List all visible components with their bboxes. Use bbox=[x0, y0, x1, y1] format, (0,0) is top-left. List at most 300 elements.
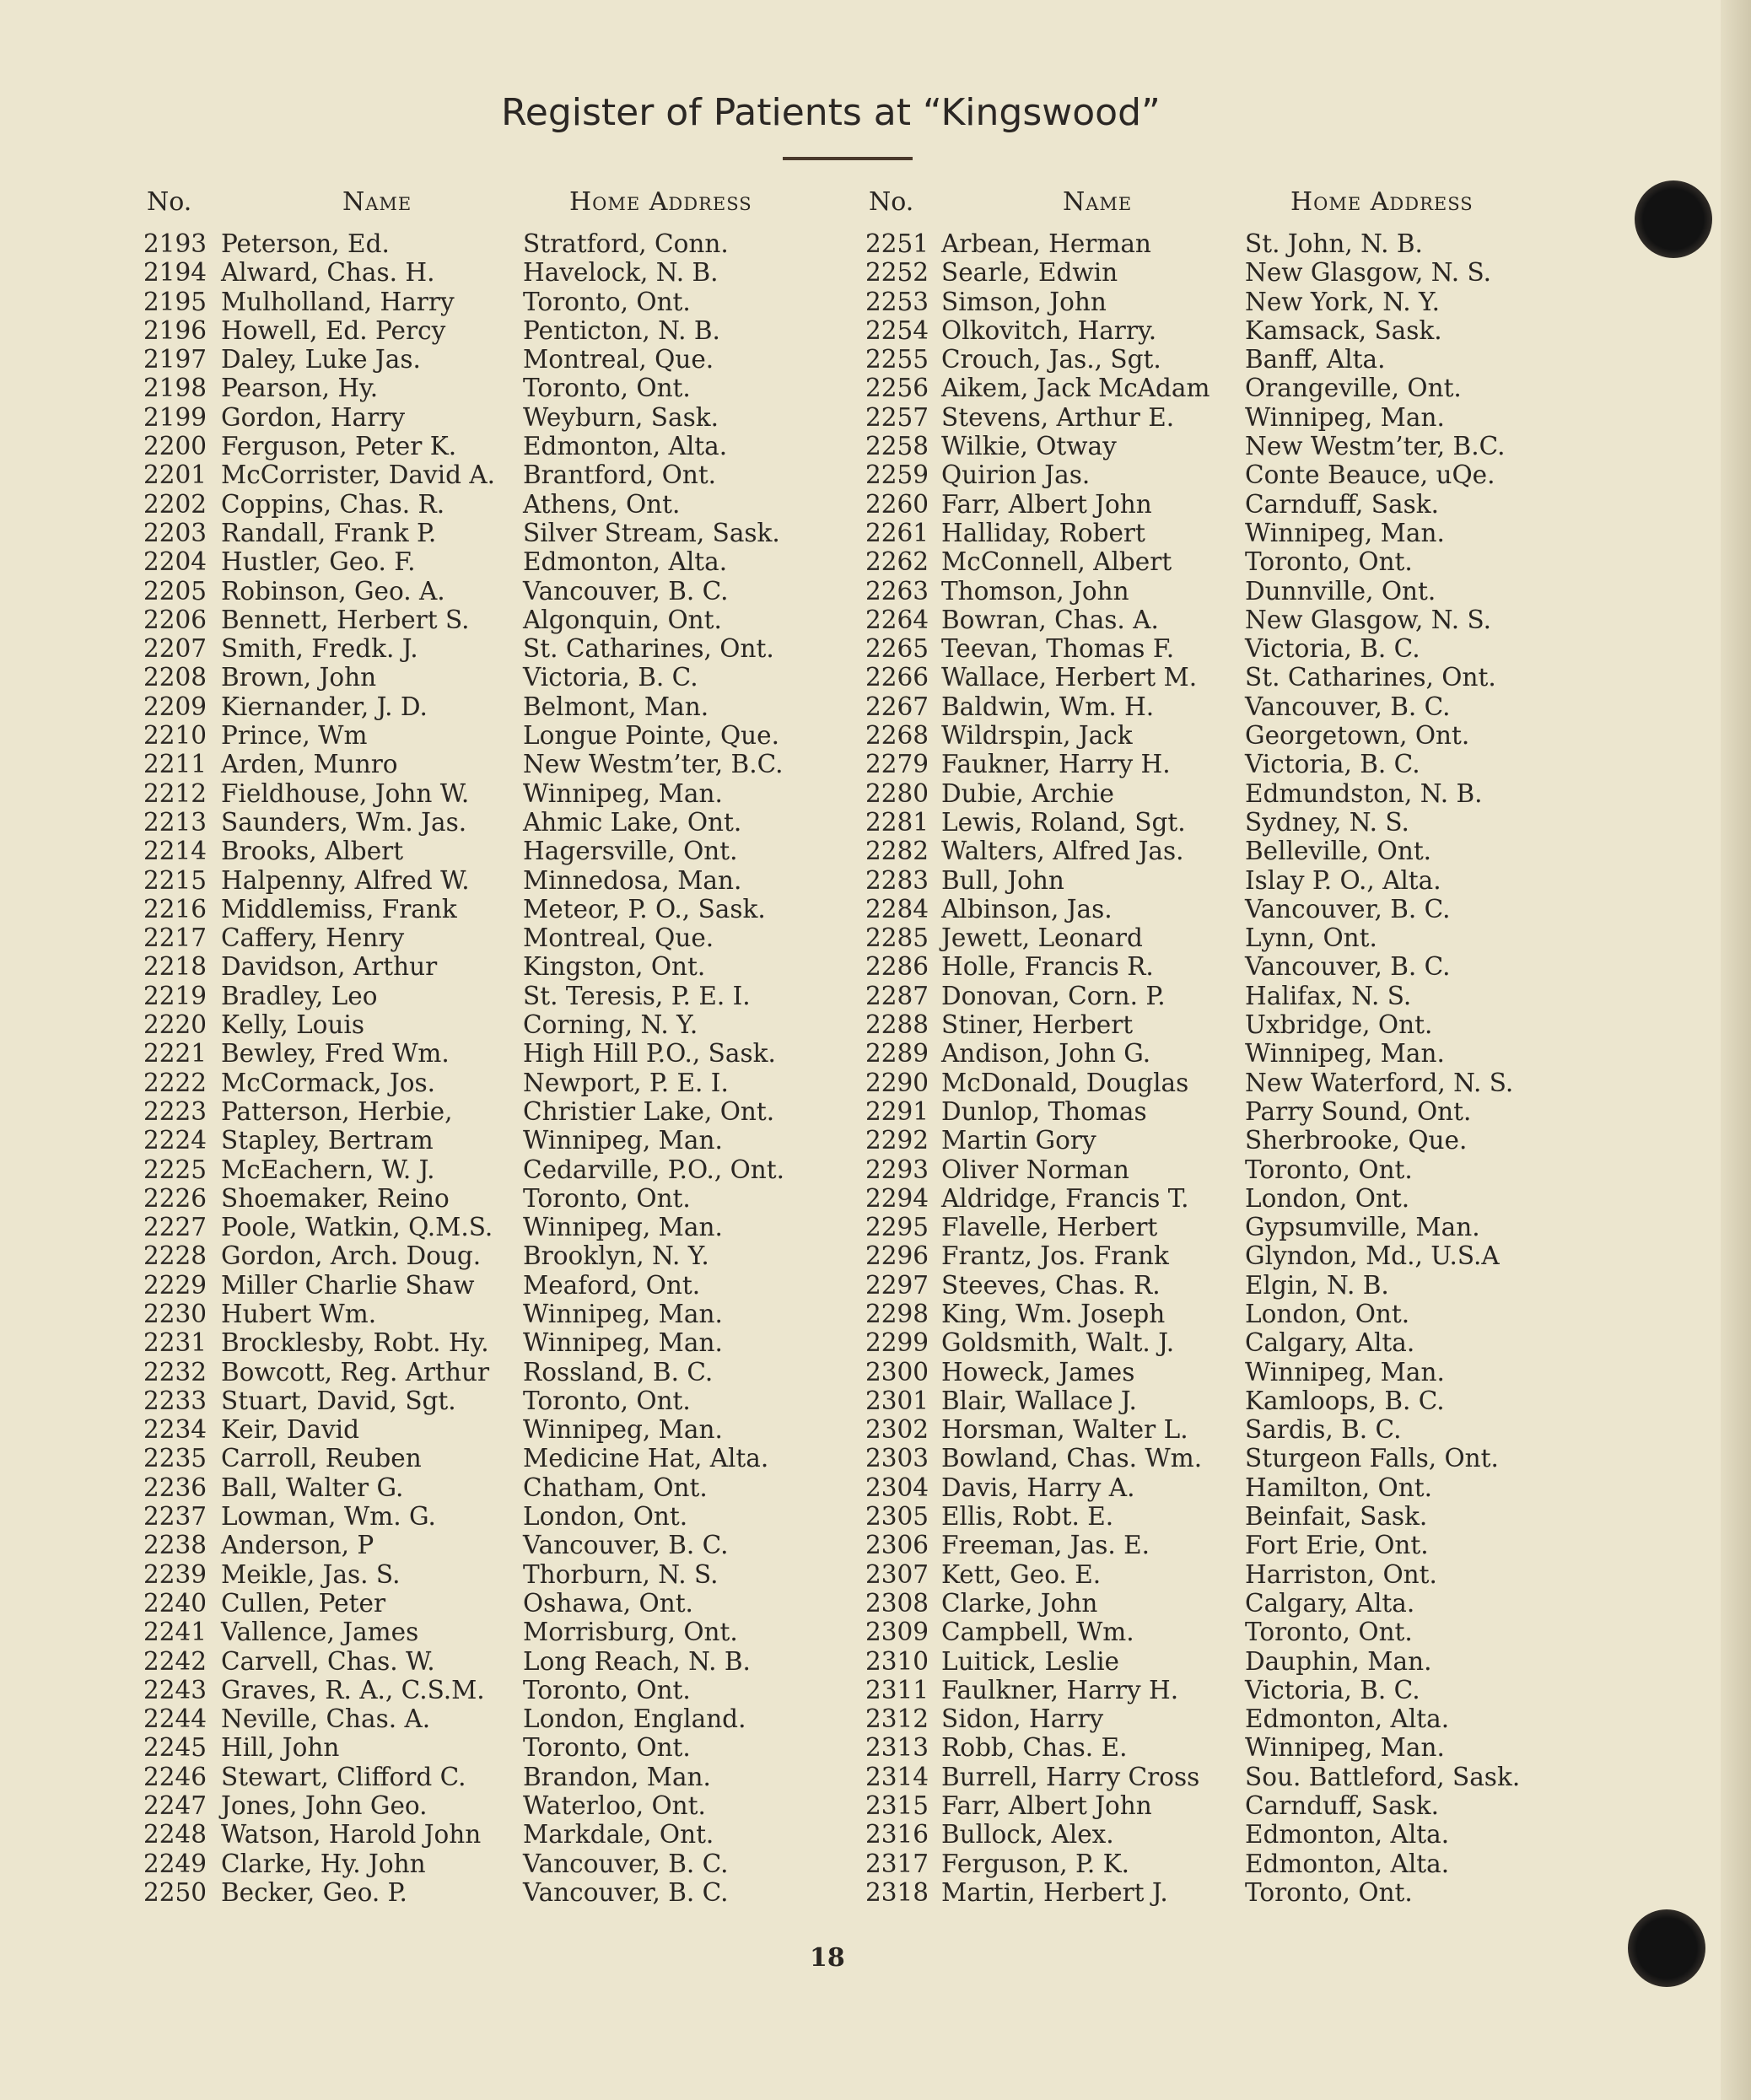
patient-number: 2260 bbox=[865, 489, 929, 519]
patient-address: Sydney, N. S. bbox=[1245, 807, 1409, 837]
patient-name: Ferguson, P. K. bbox=[941, 1849, 1129, 1878]
patient-name: Hill, John bbox=[221, 1733, 340, 1763]
patient-number: 2313 bbox=[865, 1733, 929, 1763]
patient-name: Bewley, Fred Wm. bbox=[221, 1039, 450, 1069]
patient-number: 2212 bbox=[143, 778, 207, 808]
patient-address: London, Ont. bbox=[523, 1502, 688, 1532]
patient-number: 2228 bbox=[143, 1241, 207, 1271]
patient-name: Bowran, Chas. A. bbox=[941, 605, 1159, 634]
patient-number: 2247 bbox=[143, 1791, 207, 1821]
patient-name: Jones, John Geo. bbox=[221, 1791, 428, 1821]
patient-name: Howell, Ed. Percy bbox=[221, 315, 446, 345]
patient-name: Arbean, Herman bbox=[941, 229, 1151, 258]
patient-number: 2298 bbox=[865, 1299, 929, 1328]
patient-number: 2317 bbox=[865, 1849, 929, 1878]
patient-address: Winnipeg, Man. bbox=[523, 778, 723, 808]
patient-address: Vancouver, B. C. bbox=[523, 1531, 729, 1560]
patient-name: Aikem, Jack McAdam bbox=[941, 374, 1210, 403]
patient-address: Long Reach, N. B. bbox=[523, 1646, 751, 1676]
patient-number: 2225 bbox=[143, 1155, 207, 1184]
patient-address: Chatham, Ont. bbox=[523, 1473, 708, 1502]
patient-address: Halifax, N. S. bbox=[1245, 981, 1412, 1010]
patient-number: 2236 bbox=[143, 1473, 207, 1502]
patient-address: New York, N. Y. bbox=[1245, 287, 1441, 316]
patient-address: Meaford, Ont. bbox=[523, 1270, 701, 1300]
patient-number: 2289 bbox=[865, 1039, 929, 1069]
patient-number: 2257 bbox=[865, 402, 929, 432]
patient-address: Harriston, Ont. bbox=[1245, 1559, 1437, 1589]
patient-number: 2264 bbox=[865, 605, 929, 634]
patient-number: 2224 bbox=[143, 1126, 207, 1155]
patient-address: Beinfait, Sask. bbox=[1245, 1502, 1428, 1532]
patient-number: 2244 bbox=[143, 1704, 207, 1734]
patient-number: 2299 bbox=[865, 1328, 929, 1358]
patient-number: 2216 bbox=[143, 894, 207, 923]
patient-name: Baldwin, Wm. H. bbox=[941, 692, 1155, 721]
patient-address: Corning, N. Y. bbox=[523, 1010, 698, 1040]
page-edge-shadow bbox=[1721, 0, 1751, 2100]
patient-name: Neville, Chas. A. bbox=[221, 1704, 431, 1734]
patient-address: Montreal, Que. bbox=[523, 345, 714, 374]
patient-number: 2282 bbox=[865, 837, 929, 866]
patient-name: Robb, Chas. E. bbox=[941, 1733, 1128, 1763]
patient-number: 2230 bbox=[143, 1299, 207, 1328]
patient-address: St. Teresis, P. E. I. bbox=[523, 981, 751, 1010]
patient-name: Walters, Alfred Jas. bbox=[941, 837, 1184, 866]
patient-number: 2286 bbox=[865, 952, 929, 982]
patient-address: Winnipeg, Man. bbox=[1245, 1357, 1445, 1387]
patient-name: Stewart, Clifford C. bbox=[221, 1762, 466, 1791]
patient-name: Searle, Edwin bbox=[941, 258, 1118, 288]
patient-address: New Glasgow, N. S. bbox=[1245, 258, 1491, 288]
patient-name: Pearson, Hy. bbox=[221, 374, 379, 403]
patient-name: Hubert Wm. bbox=[221, 1299, 377, 1328]
patient-name: Dubie, Archie bbox=[941, 778, 1115, 808]
patient-name: Caffery, Henry bbox=[221, 923, 405, 953]
patient-address: Sardis, B. C. bbox=[1245, 1415, 1402, 1445]
patient-address: St. Catharines, Ont. bbox=[523, 634, 774, 664]
patient-address: Winnipeg, Man. bbox=[1245, 1733, 1445, 1763]
patient-address: Parry Sound, Ont. bbox=[1245, 1096, 1472, 1126]
patient-address: Havelock, N. B. bbox=[523, 258, 719, 288]
patient-name: Middlemiss, Frank bbox=[221, 894, 457, 923]
patient-number: 2306 bbox=[865, 1531, 929, 1560]
patient-name: Bradley, Leo bbox=[221, 981, 378, 1010]
patient-number: 2210 bbox=[143, 721, 207, 751]
patient-name: Lowman, Wm. G. bbox=[221, 1502, 436, 1532]
header-no: No. bbox=[869, 187, 914, 217]
patient-address: Newport, P. E. I. bbox=[523, 1068, 729, 1097]
patient-name: Halpenny, Alfred W. bbox=[221, 865, 470, 895]
patient-address: Toronto, Ont. bbox=[1245, 1877, 1413, 1907]
patient-address: Vancouver, B. C. bbox=[1245, 692, 1451, 721]
patient-number: 2239 bbox=[143, 1559, 207, 1589]
patient-name: Kett, Geo. E. bbox=[941, 1559, 1102, 1589]
patient-name: Albinson, Jas. bbox=[941, 894, 1113, 923]
patient-number: 2311 bbox=[865, 1675, 929, 1704]
patient-name: Holle, Francis R. bbox=[941, 952, 1154, 982]
patient-name: Gordon, Harry bbox=[221, 402, 406, 432]
patient-address: Winnipeg, Man. bbox=[523, 1213, 723, 1242]
patient-number: 2193 bbox=[143, 229, 207, 258]
patient-number: 2281 bbox=[865, 807, 929, 837]
patient-address: Silver Stream, Sask. bbox=[523, 518, 780, 547]
patient-name: Oliver Norman bbox=[941, 1155, 1129, 1184]
patient-address: Winnipeg, Man. bbox=[1245, 518, 1445, 547]
header-address: Home Address bbox=[569, 187, 752, 217]
patient-number: 2214 bbox=[143, 837, 207, 866]
patient-address: Minnedosa, Man. bbox=[523, 865, 742, 895]
patient-number: 2209 bbox=[143, 692, 207, 721]
patient-name: Stuart, David, Sgt. bbox=[221, 1386, 456, 1415]
patient-address: Markdale, Ont. bbox=[523, 1820, 714, 1850]
patient-name: McCormack, Jos. bbox=[221, 1068, 435, 1097]
patient-name: Wildrspin, Jack bbox=[941, 721, 1133, 751]
patient-number: 2288 bbox=[865, 1010, 929, 1040]
patient-name: Randall, Frank P. bbox=[221, 518, 437, 547]
patient-number: 2318 bbox=[865, 1877, 929, 1907]
patient-address: New Westm’ter, B.C. bbox=[523, 750, 784, 779]
patient-name: Bullock, Alex. bbox=[941, 1820, 1114, 1850]
patient-address: Toronto, Ont. bbox=[523, 287, 691, 316]
patient-number: 2250 bbox=[143, 1877, 207, 1907]
patient-name: Wallace, Herbert M. bbox=[941, 663, 1198, 692]
patient-name: Gordon, Arch. Doug. bbox=[221, 1241, 482, 1271]
patient-address: Edmonton, Alta. bbox=[1245, 1704, 1450, 1734]
patient-number: 2200 bbox=[143, 432, 207, 461]
patient-name: Patterson, Herbie, bbox=[221, 1096, 453, 1126]
patient-number: 2261 bbox=[865, 518, 929, 547]
patient-address: Algonquin, Ont. bbox=[523, 605, 722, 634]
patient-address: Edmonton, Alta. bbox=[523, 547, 728, 577]
patient-address: Dunnville, Ont. bbox=[1245, 576, 1436, 606]
patient-address: Penticton, N. B. bbox=[523, 315, 720, 345]
patient-address: Toronto, Ont. bbox=[523, 1733, 691, 1763]
patient-address: Fort Erie, Ont. bbox=[1245, 1531, 1429, 1560]
patient-number: 2240 bbox=[143, 1588, 207, 1618]
patient-number: 2195 bbox=[143, 287, 207, 316]
patient-address: Winnipeg, Man. bbox=[1245, 402, 1445, 432]
patient-name: Clarke, Hy. John bbox=[221, 1849, 426, 1878]
patient-name: Farr, Albert John bbox=[941, 489, 1152, 519]
patient-name: Carvell, Chas. W. bbox=[221, 1646, 435, 1676]
patient-address: Longue Pointe, Que. bbox=[523, 721, 780, 751]
patient-address: Conte Beauce, uQe. bbox=[1245, 460, 1495, 490]
patient-address: Christier Lake, Ont. bbox=[523, 1096, 775, 1126]
patient-number: 2295 bbox=[865, 1213, 929, 1242]
patient-number: 2285 bbox=[865, 923, 929, 953]
patient-number: 2219 bbox=[143, 981, 207, 1010]
patient-name: Sidon, Harry bbox=[941, 1704, 1104, 1734]
patient-number: 2223 bbox=[143, 1096, 207, 1126]
punch-hole-bottom bbox=[1628, 1909, 1705, 1987]
patient-number: 2300 bbox=[865, 1357, 929, 1387]
patient-address: New Waterford, N. S. bbox=[1245, 1068, 1514, 1097]
patient-number: 2292 bbox=[865, 1126, 929, 1155]
patient-name: Carroll, Reuben bbox=[221, 1444, 422, 1473]
patient-address: Calgary, Alta. bbox=[1245, 1328, 1415, 1358]
patient-number: 2254 bbox=[865, 315, 929, 345]
patient-address: Rossland, B. C. bbox=[523, 1357, 714, 1387]
patient-address: Vancouver, B. C. bbox=[523, 576, 729, 606]
patient-address: Carnduff, Sask. bbox=[1245, 489, 1439, 519]
patient-number: 2279 bbox=[865, 750, 929, 779]
patient-name: Anderson, P bbox=[221, 1531, 374, 1560]
patient-number: 2293 bbox=[865, 1155, 929, 1184]
patient-number: 2243 bbox=[143, 1675, 207, 1704]
patient-address: Hagersville, Ont. bbox=[523, 837, 738, 866]
patient-number: 2218 bbox=[143, 952, 207, 982]
patient-name: Howeck, James bbox=[941, 1357, 1135, 1387]
patient-name: Teevan, Thomas F. bbox=[941, 634, 1175, 664]
patient-name: Kelly, Louis bbox=[221, 1010, 364, 1040]
header-name: Name bbox=[1063, 187, 1133, 217]
patient-name: Meikle, Jas. S. bbox=[221, 1559, 401, 1589]
patient-number: 2284 bbox=[865, 894, 929, 923]
patient-name: Faukner, Harry H. bbox=[941, 750, 1171, 779]
patient-number: 2234 bbox=[143, 1415, 207, 1445]
patient-name: Prince, Wm bbox=[221, 721, 368, 751]
patient-address: Brantford, Ont. bbox=[523, 460, 717, 490]
patient-name: Ball, Walter G. bbox=[221, 1473, 404, 1502]
patient-address: Vancouver, B. C. bbox=[1245, 952, 1451, 982]
patient-address: Winnipeg, Man. bbox=[523, 1415, 723, 1445]
patient-number: 2206 bbox=[143, 605, 207, 634]
patient-number: 2196 bbox=[143, 315, 207, 345]
patient-number: 2242 bbox=[143, 1646, 207, 1676]
patient-name: Davis, Harry A. bbox=[941, 1473, 1135, 1502]
patient-number: 2235 bbox=[143, 1444, 207, 1473]
patient-number: 2280 bbox=[865, 778, 929, 808]
patient-name: Quirion Jas. bbox=[941, 460, 1091, 490]
patient-name: Brocklesby, Robt. Hy. bbox=[221, 1328, 489, 1358]
patient-name: Daley, Luke Jas. bbox=[221, 345, 421, 374]
patient-number: 2308 bbox=[865, 1588, 929, 1618]
patient-address: Stratford, Conn. bbox=[523, 229, 729, 258]
patient-name: Davidson, Arthur bbox=[221, 952, 438, 982]
patient-address: Hamilton, Ont. bbox=[1245, 1473, 1432, 1502]
patient-address: Sou. Battleford, Sask. bbox=[1245, 1762, 1521, 1791]
patient-number: 2220 bbox=[143, 1010, 207, 1040]
patient-number: 2222 bbox=[143, 1068, 207, 1097]
patient-number: 2301 bbox=[865, 1386, 929, 1415]
patient-name: Jewett, Leonard bbox=[941, 923, 1143, 953]
patient-address: Belmont, Man. bbox=[523, 692, 709, 721]
patient-name: Simson, John bbox=[941, 287, 1107, 316]
patient-number: 2208 bbox=[143, 663, 207, 692]
patient-number: 2305 bbox=[865, 1502, 929, 1532]
patient-name: Faulkner, Harry H. bbox=[941, 1675, 1179, 1704]
patient-number: 2291 bbox=[865, 1096, 929, 1126]
patient-number: 2198 bbox=[143, 374, 207, 403]
patient-name: Bull, John bbox=[941, 865, 1064, 895]
patient-address: Victoria, B. C. bbox=[1245, 634, 1420, 664]
patient-number: 2199 bbox=[143, 402, 207, 432]
patient-address: Sturgeon Falls, Ont. bbox=[1245, 1444, 1499, 1473]
patient-address: Banff, Alta. bbox=[1245, 345, 1386, 374]
patient-number: 2227 bbox=[143, 1213, 207, 1242]
patient-number: 2258 bbox=[865, 432, 929, 461]
patient-name: Graves, R. A., C.S.M. bbox=[221, 1675, 485, 1704]
page-title: Register of Patients at “Kingswood” bbox=[501, 91, 1161, 134]
patient-address: Lynn, Ont. bbox=[1245, 923, 1377, 953]
patient-address: Sherbrooke, Que. bbox=[1245, 1126, 1468, 1155]
patient-name: Bowland, Chas. Wm. bbox=[941, 1444, 1203, 1473]
patient-address: Oshawa, Ont. bbox=[523, 1588, 693, 1618]
header-no: No. bbox=[147, 187, 192, 217]
patient-name: Wilkie, Otway bbox=[941, 432, 1117, 461]
patient-address: Toronto, Ont. bbox=[1245, 1618, 1413, 1647]
patient-address: Morrisburg, Ont. bbox=[523, 1618, 738, 1647]
patient-name: Brooks, Albert bbox=[221, 837, 404, 866]
patient-address: Kamloops, B. C. bbox=[1245, 1386, 1445, 1415]
patient-name: Lewis, Roland, Sgt. bbox=[941, 807, 1186, 837]
patient-number: 2296 bbox=[865, 1241, 929, 1271]
patient-number: 2302 bbox=[865, 1415, 929, 1445]
punch-hole-top bbox=[1635, 180, 1712, 258]
patient-number: 2263 bbox=[865, 576, 929, 606]
patient-name: Stiner, Herbert bbox=[941, 1010, 1134, 1040]
patient-name: Bowcott, Reg. Arthur bbox=[221, 1357, 490, 1387]
patient-number: 2229 bbox=[143, 1270, 207, 1300]
patient-number: 2297 bbox=[865, 1270, 929, 1300]
patient-number: 2287 bbox=[865, 981, 929, 1010]
patient-name: Martin Gory bbox=[941, 1126, 1096, 1155]
patient-number: 2245 bbox=[143, 1733, 207, 1763]
patient-number: 2232 bbox=[143, 1357, 207, 1387]
patient-number: 2221 bbox=[143, 1039, 207, 1069]
patient-name: Ellis, Robt. E. bbox=[941, 1502, 1114, 1532]
patient-name: Smith, Fredk. J. bbox=[221, 634, 418, 664]
patient-number: 2205 bbox=[143, 576, 207, 606]
patient-name: Ferguson, Peter K. bbox=[221, 432, 457, 461]
patient-address: Elgin, N. B. bbox=[1245, 1270, 1389, 1300]
patient-number: 2238 bbox=[143, 1531, 207, 1560]
patient-name: Steeves, Chas. R. bbox=[941, 1270, 1161, 1300]
patient-address: St. Catharines, Ont. bbox=[1245, 663, 1496, 692]
patient-name: Saunders, Wm. Jas. bbox=[221, 807, 467, 837]
patient-address: Toronto, Ont. bbox=[1245, 1155, 1413, 1184]
patient-number: 2314 bbox=[865, 1762, 929, 1791]
patient-address: London, Ont. bbox=[1245, 1183, 1410, 1213]
patient-address: Brandon, Man. bbox=[523, 1762, 711, 1791]
patient-name: Blair, Wallace J. bbox=[941, 1386, 1137, 1415]
patient-address: Ahmic Lake, Ont. bbox=[523, 807, 742, 837]
patient-name: Stevens, Arthur E. bbox=[941, 402, 1175, 432]
patient-number: 2215 bbox=[143, 865, 207, 895]
patient-address: St. John, N. B. bbox=[1245, 229, 1423, 258]
patient-address: Georgetown, Ont. bbox=[1245, 721, 1470, 751]
patient-address: Victoria, B. C. bbox=[523, 663, 698, 692]
patient-name: Dunlop, Thomas bbox=[941, 1096, 1147, 1126]
patient-name: Keir, David bbox=[221, 1415, 359, 1445]
patient-number: 2211 bbox=[143, 750, 207, 779]
patient-number: 2266 bbox=[865, 663, 929, 692]
patient-address: Calgary, Alta. bbox=[1245, 1588, 1415, 1618]
patient-address: Toronto, Ont. bbox=[523, 1183, 691, 1213]
patient-address: Kamsack, Sask. bbox=[1245, 315, 1442, 345]
patient-address: Dauphin, Man. bbox=[1245, 1646, 1432, 1676]
patient-address: Toronto, Ont. bbox=[523, 1675, 691, 1704]
patient-name: Crouch, Jas., Sgt. bbox=[941, 345, 1161, 374]
patient-number: 2283 bbox=[865, 865, 929, 895]
patient-number: 2294 bbox=[865, 1183, 929, 1213]
patient-address: Waterloo, Ont. bbox=[523, 1791, 706, 1821]
patient-name: Frantz, Jos. Frank bbox=[941, 1241, 1169, 1271]
patient-name: Freeman, Jas. E. bbox=[941, 1531, 1150, 1560]
patient-number: 2315 bbox=[865, 1791, 929, 1821]
patient-address: Vancouver, B. C. bbox=[523, 1877, 729, 1907]
patient-number: 2252 bbox=[865, 258, 929, 288]
patient-name: Horsman, Walter L. bbox=[941, 1415, 1188, 1445]
patient-address: Victoria, B. C. bbox=[1245, 1675, 1420, 1704]
patient-number: 2213 bbox=[143, 807, 207, 837]
patient-number: 2259 bbox=[865, 460, 929, 490]
page-number: 18 bbox=[810, 1943, 845, 1973]
patient-address: Edmonton, Alta. bbox=[523, 432, 728, 461]
patient-address: London, Ont. bbox=[1245, 1299, 1410, 1328]
patient-number: 2262 bbox=[865, 547, 929, 577]
patient-name: Campbell, Wm. bbox=[941, 1618, 1134, 1647]
patient-number: 2253 bbox=[865, 287, 929, 316]
patient-name: Aldridge, Francis T. bbox=[941, 1183, 1189, 1213]
patient-address: Vancouver, B. C. bbox=[1245, 894, 1451, 923]
patient-address: Cedarville, P.O., Ont. bbox=[523, 1155, 785, 1184]
patient-address: Toronto, Ont. bbox=[523, 1386, 691, 1415]
patient-number: 2316 bbox=[865, 1820, 929, 1850]
patient-number: 2226 bbox=[143, 1183, 207, 1213]
patient-name: Poole, Watkin, Q.M.S. bbox=[221, 1213, 493, 1242]
patient-name: Bennett, Herbert S. bbox=[221, 605, 470, 634]
patient-number: 2251 bbox=[865, 229, 929, 258]
patient-number: 2233 bbox=[143, 1386, 207, 1415]
patient-number: 2202 bbox=[143, 489, 207, 519]
patient-name: Halliday, Robert bbox=[941, 518, 1145, 547]
patient-address: Athens, Ont. bbox=[523, 489, 681, 519]
patient-number: 2290 bbox=[865, 1068, 929, 1097]
patient-address: Thorburn, N. S. bbox=[523, 1559, 719, 1589]
patient-number: 2197 bbox=[143, 345, 207, 374]
patient-address: Edmonton, Alta. bbox=[1245, 1849, 1450, 1878]
patient-number: 2265 bbox=[865, 634, 929, 664]
patient-name: Clarke, John bbox=[941, 1588, 1098, 1618]
patient-number: 2255 bbox=[865, 345, 929, 374]
patient-name: Farr, Albert John bbox=[941, 1791, 1152, 1821]
patient-name: Vallence, James bbox=[221, 1618, 419, 1647]
patient-name: Olkovitch, Harry. bbox=[941, 315, 1157, 345]
patient-name: Shoemaker, Reino bbox=[221, 1183, 450, 1213]
patient-name: Cullen, Peter bbox=[221, 1588, 386, 1618]
patient-number: 2194 bbox=[143, 258, 207, 288]
patient-address: Winnipeg, Man. bbox=[523, 1126, 723, 1155]
patient-name: Martin, Herbert J. bbox=[941, 1877, 1168, 1907]
patient-address: London, England. bbox=[523, 1704, 746, 1734]
title-underline bbox=[783, 157, 913, 160]
patient-address: Gypsumville, Man. bbox=[1245, 1213, 1480, 1242]
patient-number: 2203 bbox=[143, 518, 207, 547]
patient-address: Kingston, Ont. bbox=[523, 952, 706, 982]
patient-address: Glyndon, Md., U.S.A bbox=[1245, 1241, 1500, 1271]
patient-number: 2309 bbox=[865, 1618, 929, 1647]
patient-address: Carnduff, Sask. bbox=[1245, 1791, 1439, 1821]
patient-number: 2303 bbox=[865, 1444, 929, 1473]
patient-name: Kiernander, J. D. bbox=[221, 692, 428, 721]
patient-address: Winnipeg, Man. bbox=[523, 1328, 723, 1358]
patient-address: Victoria, B. C. bbox=[1245, 750, 1420, 779]
patient-address: Uxbridge, Ont. bbox=[1245, 1010, 1433, 1040]
patient-address: Belleville, Ont. bbox=[1245, 837, 1432, 866]
patient-name: McEachern, W. J. bbox=[221, 1155, 435, 1184]
